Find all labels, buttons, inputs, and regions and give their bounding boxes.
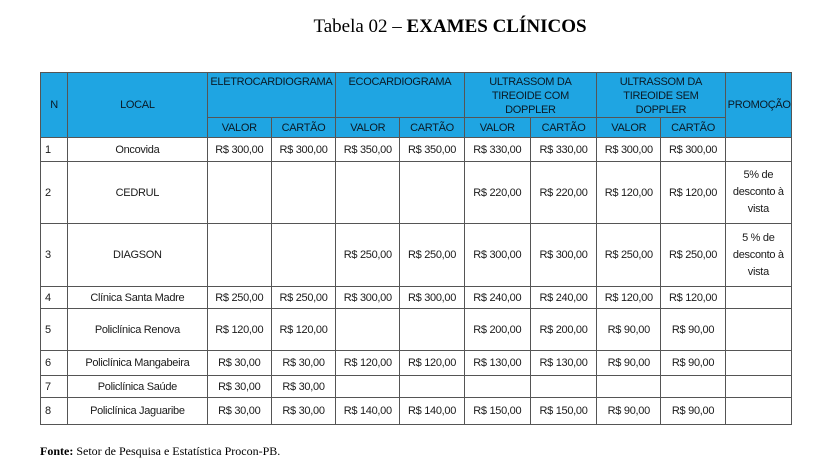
price-valor: R$ 120,00 (336, 351, 400, 376)
price-cartao (400, 376, 464, 398)
price-valor: R$ 120,00 (207, 309, 271, 351)
table-row (41, 376, 792, 398)
row-local: Policlínica Renova (68, 309, 208, 351)
price-valor: R$ 130,00 (464, 351, 530, 376)
row-promocao: 5% de desconto à vista (725, 162, 791, 224)
price-cartao: R$ 300,00 (661, 138, 725, 162)
row-promocao (725, 309, 791, 351)
price-valor: R$ 120,00 (597, 287, 661, 309)
price-cartao: R$ 350,00 (400, 138, 464, 162)
price-valor: R$ 90,00 (597, 398, 661, 425)
table-row (41, 162, 792, 224)
price-valor (464, 376, 530, 398)
row-number: 5 (41, 309, 68, 351)
header-cartao: CARTÃO (530, 118, 596, 138)
table-row (41, 309, 792, 351)
table-title-prefix: Tabela 02 – (313, 16, 402, 37)
source-note (40, 444, 280, 459)
price-valor: R$ 240,00 (464, 287, 530, 309)
table-row (41, 138, 792, 162)
row-local: CEDRUL (68, 162, 208, 224)
row-local: Oncovida (68, 138, 208, 162)
price-valor: R$ 140,00 (336, 398, 400, 425)
price-valor (336, 162, 400, 224)
price-cartao: R$ 300,00 (271, 138, 335, 162)
price-valor (336, 376, 400, 398)
price-valor: R$ 250,00 (336, 224, 400, 287)
price-valor: R$ 300,00 (207, 138, 271, 162)
table-row (41, 398, 792, 425)
price-valor: R$ 300,00 (597, 138, 661, 162)
table-row (41, 351, 792, 376)
header-group: ULTRASSOM DA TIREOIDE COM DOPPLER (464, 73, 597, 118)
row-number: 4 (41, 287, 68, 309)
price-cartao: R$ 90,00 (661, 398, 725, 425)
price-cartao: R$ 200,00 (530, 309, 596, 351)
price-cartao: R$ 300,00 (400, 287, 464, 309)
price-cartao: R$ 250,00 (271, 287, 335, 309)
table-title-bold: EXAMES CLÍNICOS (406, 16, 587, 37)
price-cartao: R$ 220,00 (530, 162, 596, 224)
header-group: ULTRASSOM DA TIREOIDE SEM DOPPLER (597, 73, 726, 118)
header-n: N (41, 73, 68, 138)
row-number: 3 (41, 224, 68, 287)
price-cartao (530, 376, 596, 398)
header-valor: VALOR (464, 118, 530, 138)
row-promocao (725, 287, 791, 309)
price-cartao: R$ 30,00 (271, 398, 335, 425)
price-valor (207, 162, 271, 224)
row-local: Policlínica Mangabeira (68, 351, 208, 376)
price-valor: R$ 30,00 (207, 351, 271, 376)
exams-table (40, 72, 792, 425)
price-cartao: R$ 30,00 (271, 376, 335, 398)
price-cartao: R$ 140,00 (400, 398, 464, 425)
row-number: 8 (41, 398, 68, 425)
price-cartao (400, 162, 464, 224)
table-body (41, 138, 792, 425)
price-cartao: R$ 120,00 (661, 162, 725, 224)
table-title (0, 16, 835, 38)
price-cartao: R$ 30,00 (271, 351, 335, 376)
price-valor: R$ 250,00 (597, 224, 661, 287)
row-promocao (725, 138, 791, 162)
price-cartao: R$ 130,00 (530, 351, 596, 376)
source-text: Setor de Pesquisa e Estatística Procon-PB. (76, 444, 281, 458)
price-valor: R$ 300,00 (464, 224, 530, 287)
price-valor: R$ 250,00 (207, 287, 271, 309)
row-number: 6 (41, 351, 68, 376)
header-local: LOCAL (68, 73, 208, 138)
price-valor: R$ 30,00 (207, 376, 271, 398)
table-row (41, 224, 792, 287)
header-valor: VALOR (207, 118, 271, 138)
price-valor: R$ 150,00 (464, 398, 530, 425)
header-valor: VALOR (336, 118, 400, 138)
row-promocao (725, 351, 791, 376)
price-valor: R$ 90,00 (597, 351, 661, 376)
price-valor: R$ 120,00 (597, 162, 661, 224)
price-valor: R$ 300,00 (336, 287, 400, 309)
header-group: ELETROCARDIOGRAMA (207, 73, 336, 118)
price-valor (597, 376, 661, 398)
row-local: Policlínica Jaguaribe (68, 398, 208, 425)
header-cartao: CARTÃO (661, 118, 725, 138)
price-valor: R$ 30,00 (207, 398, 271, 425)
header-cartao: CARTÃO (271, 118, 335, 138)
price-cartao: R$ 300,00 (530, 224, 596, 287)
header-group: ECOCARDIOGRAMA (336, 73, 465, 118)
price-cartao: R$ 240,00 (530, 287, 596, 309)
price-cartao: R$ 120,00 (400, 351, 464, 376)
price-cartao: R$ 250,00 (400, 224, 464, 287)
price-valor: R$ 90,00 (597, 309, 661, 351)
table-row (41, 287, 792, 309)
price-valor: R$ 220,00 (464, 162, 530, 224)
price-cartao: R$ 120,00 (271, 309, 335, 351)
price-cartao (400, 309, 464, 351)
row-local: Clínica Santa Madre (68, 287, 208, 309)
price-cartao: R$ 330,00 (530, 138, 596, 162)
header-cartao: CARTÃO (400, 118, 464, 138)
price-cartao (271, 162, 335, 224)
price-cartao: R$ 90,00 (661, 351, 725, 376)
header-promocao: PROMOÇÃO (725, 73, 791, 138)
row-promocao: 5 % de desconto à vista (725, 224, 791, 287)
row-local: DIAGSON (68, 224, 208, 287)
price-cartao: R$ 90,00 (661, 309, 725, 351)
price-valor: R$ 200,00 (464, 309, 530, 351)
price-cartao: R$ 120,00 (661, 287, 725, 309)
price-valor (336, 309, 400, 351)
price-cartao (271, 224, 335, 287)
row-number: 7 (41, 376, 68, 398)
price-cartao: R$ 250,00 (661, 224, 725, 287)
header-valor: VALOR (597, 118, 661, 138)
row-promocao (725, 376, 791, 398)
row-number: 2 (41, 162, 68, 224)
price-cartao: R$ 150,00 (530, 398, 596, 425)
row-number: 1 (41, 138, 68, 162)
source-label: Fonte: (40, 444, 74, 458)
price-valor: R$ 350,00 (336, 138, 400, 162)
row-promocao (725, 398, 791, 425)
row-local: Policlínica Saúde (68, 376, 208, 398)
price-valor: R$ 330,00 (464, 138, 530, 162)
price-valor (207, 224, 271, 287)
price-cartao (661, 376, 725, 398)
